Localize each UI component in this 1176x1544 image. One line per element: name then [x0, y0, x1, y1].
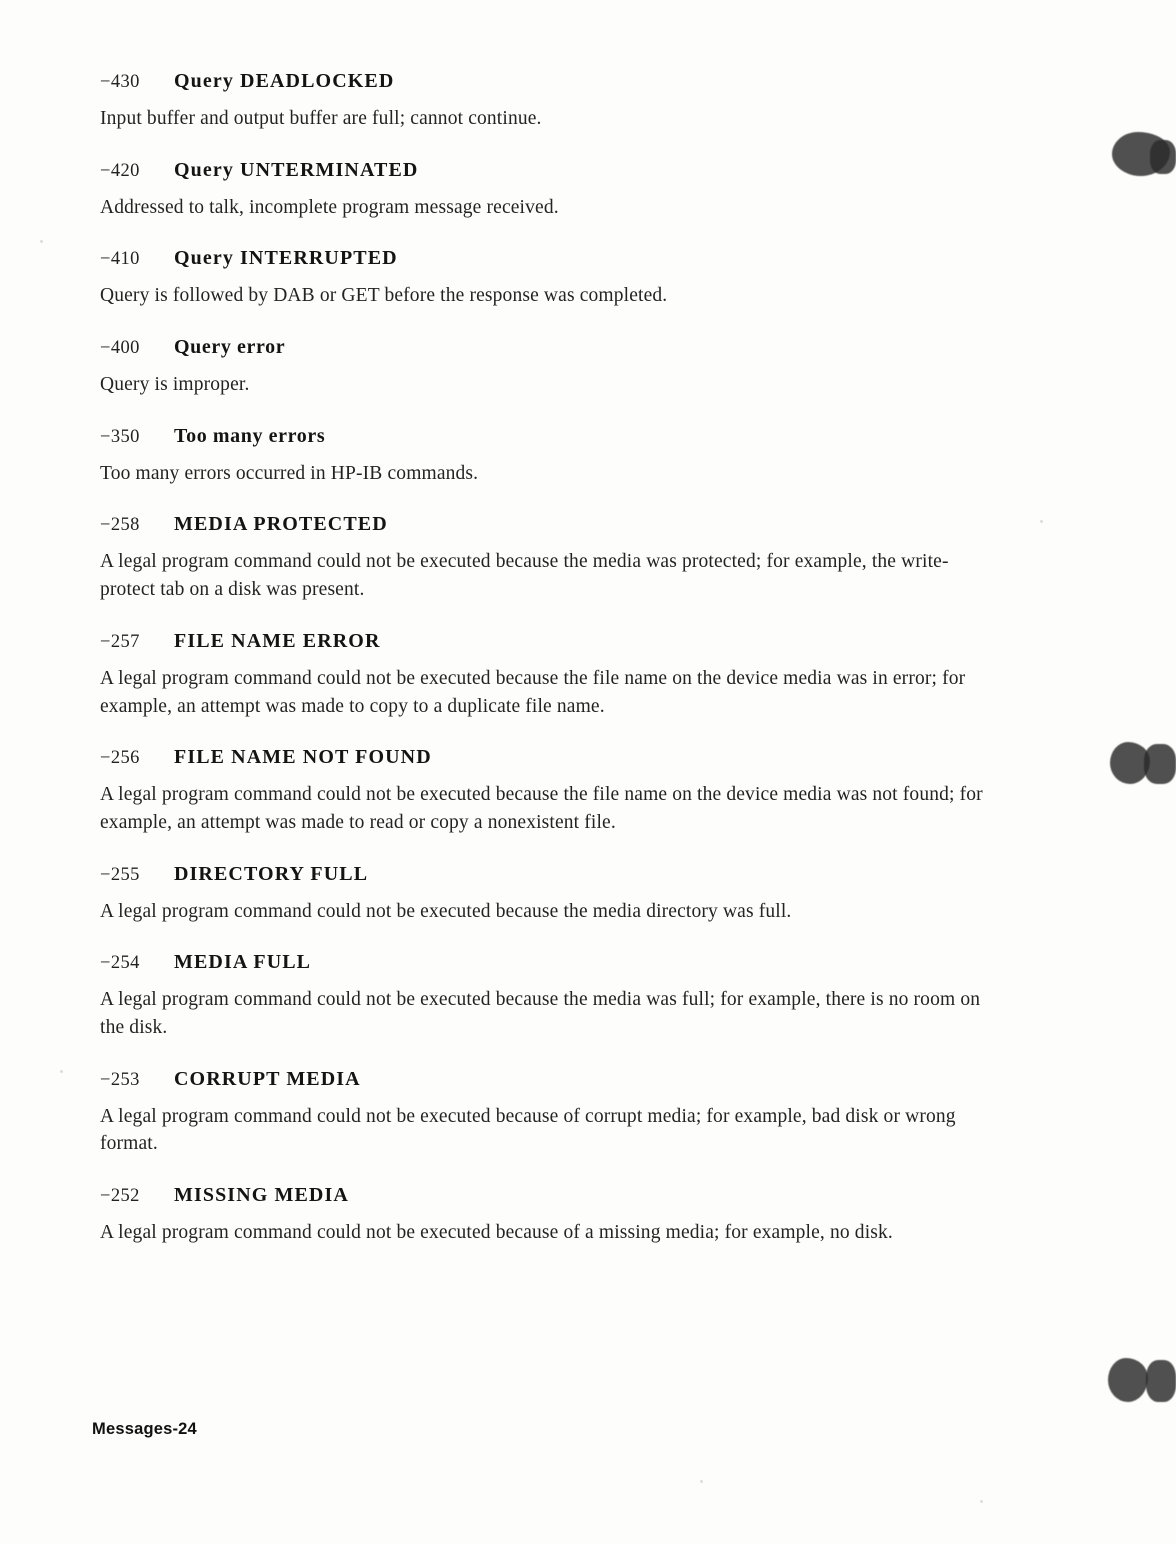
error-entry-heading	[100, 513, 1000, 536]
error-description: A legal program command could not be executed because the file name on the device media was not found; for example, an attempt was made to read or copy a nonexistent file.	[100, 784, 983, 833]
error-code: −430	[100, 72, 140, 92]
scan-artifact-icon	[1144, 744, 1176, 784]
error-entry	[100, 247, 1000, 310]
speck	[1040, 520, 1043, 523]
error-entry-heading	[100, 425, 1000, 448]
speck	[60, 1070, 63, 1073]
error-entry	[100, 425, 1000, 488]
error-entry-heading	[100, 1184, 1000, 1207]
error-entry	[100, 70, 1000, 133]
error-code: −420	[100, 160, 140, 181]
error-title: FILE NAME NOT FOUND	[174, 746, 432, 769]
error-entry	[100, 159, 1000, 222]
error-code: −255	[100, 864, 140, 885]
error-entry-heading	[100, 951, 1000, 974]
error-description: Query is followed by DAB or GET before the response was completed.	[100, 285, 668, 307]
error-code: −252	[100, 1186, 140, 1206]
error-description: A legal program command could not be executed because of corrupt media; for example, bad disk or wrong format.	[100, 1105, 956, 1155]
error-entry-heading	[100, 247, 1000, 270]
error-entry	[100, 630, 1000, 720]
error-entry-heading	[100, 70, 1000, 93]
error-description: A legal program command could not be executed because the file name on the device media was in error; for example, an attempt was made to copy to a duplicate file name.	[100, 667, 966, 717]
error-code: −258	[100, 515, 140, 536]
error-entry	[100, 1068, 1000, 1158]
error-entry-heading	[100, 159, 1000, 182]
scan-artifact-icon	[1150, 140, 1176, 174]
error-title: Query DEADLOCKED	[174, 70, 395, 92]
error-code: −254	[100, 953, 140, 974]
speck	[980, 1500, 983, 1503]
error-entry-heading	[100, 863, 1000, 886]
error-code: −256	[100, 748, 140, 769]
error-entry	[100, 746, 1000, 836]
error-title: CORRUPT MEDIA	[174, 1067, 361, 1090]
speck	[700, 1480, 703, 1483]
error-title: Too many errors	[174, 424, 326, 447]
error-description: A legal program command could not be executed because the media was full; for example, there is no room on the disk.	[100, 989, 981, 1038]
error-entry	[100, 1184, 1000, 1247]
error-title: FILE NAME ERROR	[174, 629, 381, 652]
error-entry	[100, 951, 1000, 1041]
error-description: Addressed to talk, incomplete program message received.	[100, 196, 559, 218]
error-entry-heading	[100, 336, 1000, 359]
scan-artifact-icon	[1108, 1358, 1148, 1402]
error-title: MISSING MEDIA	[174, 1184, 349, 1206]
error-code: −350	[100, 426, 140, 447]
error-title: MEDIA PROTECTED	[174, 513, 388, 536]
error-code: −253	[100, 1069, 140, 1090]
error-code: −257	[100, 631, 140, 652]
error-title: Query UNTERMINATED	[174, 158, 419, 181]
error-description: Query is improper.	[100, 374, 250, 396]
error-entry	[100, 336, 1000, 399]
error-entry	[100, 863, 1000, 926]
error-entry-heading	[100, 746, 1000, 769]
error-title: DIRECTORY FULL	[174, 862, 369, 885]
error-entry-heading	[100, 630, 1000, 653]
speck	[40, 240, 43, 243]
error-code: −400	[100, 338, 140, 359]
error-entry-heading	[100, 1068, 1000, 1091]
error-description: Input buffer and output buffer are full; cannot continue.	[100, 108, 542, 129]
error-title: MEDIA FULL	[174, 951, 312, 974]
error-message-list	[100, 70, 1000, 1273]
error-description: A legal program command could not be executed because of a missing media; for example, no disk.	[100, 1222, 893, 1243]
error-description: A legal program command could not be executed because the media was protected; for example, the write-protect tab on a disk was present.	[100, 551, 949, 601]
scan-artifact-icon	[1146, 1360, 1176, 1402]
error-title: Query INTERRUPTED	[174, 247, 398, 270]
page-footer: Messages-24	[92, 1420, 197, 1438]
error-description: A legal program command could not be executed because the media directory was full.	[100, 900, 792, 922]
error-entry	[100, 513, 1000, 603]
error-description: Too many errors occurred in HP-IB commands.	[100, 462, 479, 484]
error-title: Query error	[174, 336, 286, 359]
error-code: −410	[100, 249, 140, 270]
